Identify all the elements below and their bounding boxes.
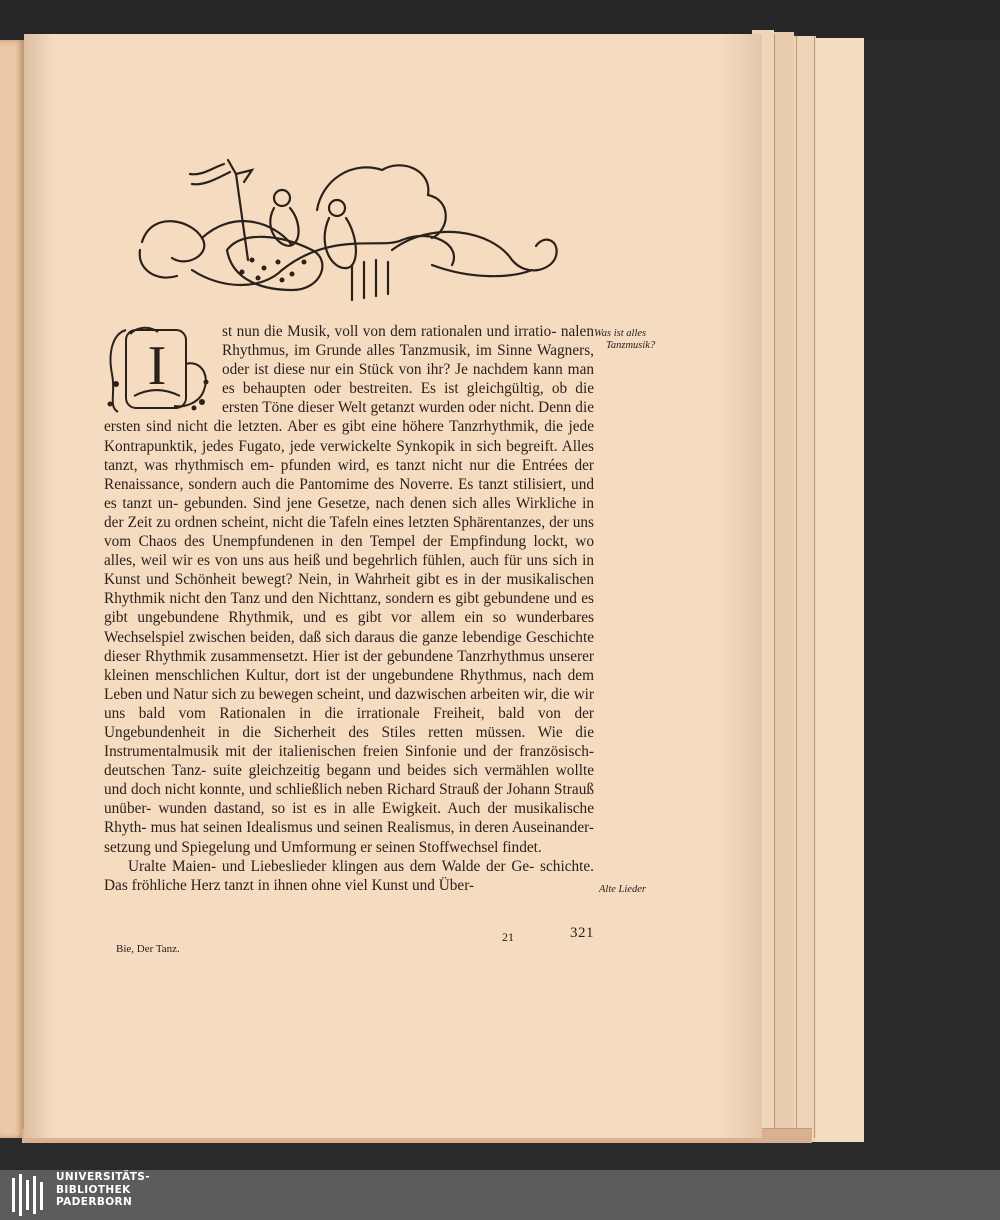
body-line: wunden dastand, so ist es in alle Ewigkeit. Auch der musikalische Rhyth- xyxy=(104,800,594,837)
body-line: nachdem kann man es behaupten oder bestreiten. Es xyxy=(222,361,595,398)
body-line: zu ordnen scheint, nicht die Tafeln eines letzten Sphärentanzes, der uns xyxy=(156,513,594,531)
library-name-line: BIBLIOTHEK xyxy=(56,1183,131,1196)
body-line: Uralte Maien- und Liebeslieder klingen aus dem Walde der Ge- xyxy=(128,857,541,875)
body-line: dort ist der ungebundene Rhythmus, nach dem Leben und Natur sich xyxy=(104,666,594,703)
marginal-note-alte-lieder: Alte Lieder xyxy=(599,884,646,895)
library-name-line: PADERBORN xyxy=(56,1196,133,1208)
header-vignette-illustration xyxy=(132,150,562,310)
body-line: sich in Kunst und Schönheit bewegt? Nein, in Wahrheit gibt es in der xyxy=(104,552,594,589)
body-line: nalen Rhythmus, im Grunde alles Tanzmusik, im Sinne xyxy=(222,323,594,360)
drop-cap-ornament xyxy=(104,324,214,414)
marginal-note-line: Was ist alles xyxy=(594,328,647,339)
signature-mark: 21 xyxy=(502,930,514,944)
body-line: suite gleichzeitig begann und beides sich vermählen wollte und doch nicht xyxy=(104,762,594,799)
marginal-note-line: Tanzmusik? xyxy=(606,340,656,351)
body-text xyxy=(104,322,594,895)
library-name-line: UNIVERSITÄTS- xyxy=(56,1171,151,1183)
page-edge-line xyxy=(814,34,815,1138)
page-edge-line xyxy=(774,34,775,1138)
body-line: ist der gebundene Tanzrhythmus unserer kleinen menschlichen Kultur, xyxy=(104,647,595,684)
body-line: mus hat seinen Idealismus und seinen Realismus, in deren Auseinander- xyxy=(150,819,594,837)
left-page-edge xyxy=(0,40,24,1138)
body-line: wurden oder nicht. Denn die ersten sind nicht die letzten. Aber es gibt xyxy=(104,399,594,436)
body-line: die Sicherheit des Stiles retten müssen. Wie die Instrumentalmusik mit xyxy=(104,723,594,761)
body-line: schichte. Das fröhliche Herz tanzt in ihnen ohne viel Kunst und Über- xyxy=(104,857,594,894)
body-line: wo alles, weil wir es von uns aus heiß und begehrlich fühlen, auch für uns xyxy=(104,533,594,570)
library-name xyxy=(56,1171,150,1209)
body-line: zu bewegen scheint, und dazwischen arbeiten wir, die wir uns bald vom xyxy=(104,685,594,722)
body-line: musikalischen Rhythmik nicht den Tanz und den Nichttanz, sondern xyxy=(104,571,594,608)
library-logo-icon xyxy=(10,1174,50,1216)
body-line: gebunden. Sind jene Gesetze, nach denen sich alles Wirkliche in der Zeit xyxy=(104,494,594,531)
body-line: Rationalen in die irrationale Freiheit, bald von der Ungebundenheit in xyxy=(104,704,594,741)
body-line: Wagners, oder ist diese nur ein Stück von ihr? Je xyxy=(222,342,594,379)
body-line: der italienischen freien Sinfonie und der französisch-deutschen Tanz- xyxy=(104,743,595,780)
page-number: 321 xyxy=(570,925,594,941)
body-line: verwickelte Synkopik in sich begreift. Alles tanzt, was rhythmisch em- xyxy=(104,437,594,474)
body-line: allem ein so wunderbares Wechselspiel zwischen beiden, daß sich daraus xyxy=(104,609,594,646)
body-line: es gibt gebundene und es gibt ungebundene Rhythmik, und es gibt vor xyxy=(104,590,594,627)
marginal-note-tanzmusik xyxy=(594,328,674,352)
body-line: eine höhere Tanzrhythmik, die jede Kontrapunktik, jedes Fugato, jede xyxy=(104,418,594,455)
body-line: vom Chaos des Unempfundenen in den Tempel der Empfindung lockt, xyxy=(104,533,576,551)
body-line: ist gleichgültig, ob die ersten Töne dieser Welt getanzt xyxy=(222,380,594,417)
body-line: setzung und Spiegelung und Umformung er seinen Stoffwechsel findet. xyxy=(104,838,542,856)
body-line: auch die Pantomime des Noverre. Es tanzt stilisiert, und es tanzt un- xyxy=(104,475,594,512)
body-line: die ganze lebendige Geschichte dieser Rhythmik zusammensetzt. Hier xyxy=(104,628,594,665)
footer-book-title: Bie, Der Tanz. xyxy=(116,943,180,955)
page-stack-edge xyxy=(812,38,864,1142)
body-line: st nun die Musik, voll von dem rationalen und irratio- xyxy=(222,323,561,340)
body-line: pfunden wird, es tanzt nicht nur die Entrées der Renaissance, sondern xyxy=(104,456,594,493)
page-edge-line xyxy=(796,34,797,1138)
drop-cap-letter: I xyxy=(147,335,167,397)
paragraph-2 xyxy=(104,857,594,895)
body-line: konnte, und schließlich neben Richard Strauß der Johann Strauß unüber- xyxy=(104,781,594,818)
